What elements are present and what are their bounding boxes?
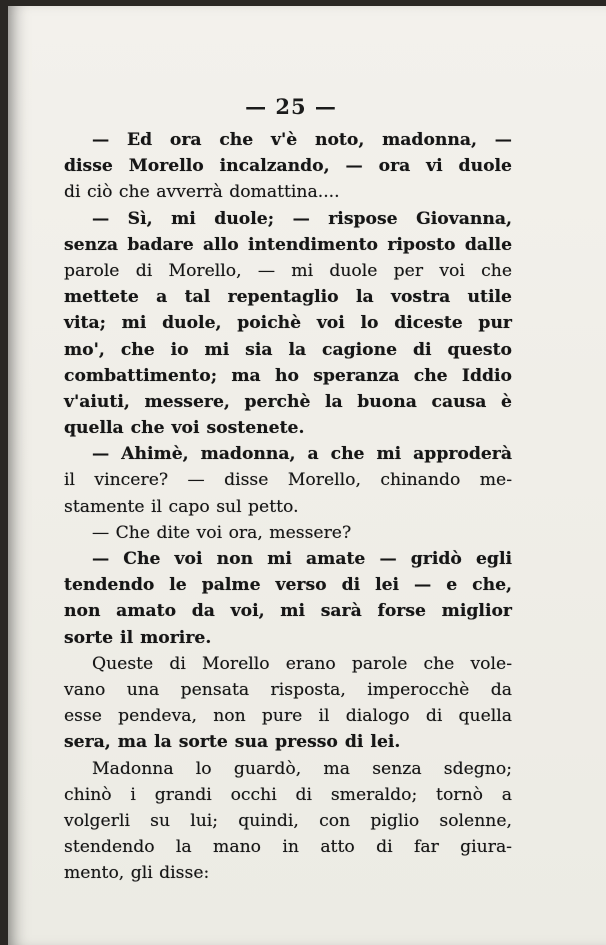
text-line: stendendo la mano in atto di far giura- [64,837,512,858]
text-line: vita; mi duole, poichè voi lo diceste pur [64,313,512,334]
text-line: — Sì, mi duole; — rispose Giovanna, [92,208,512,229]
text-line: volgerli su lui; quindi, con piglio solenne, [64,810,512,831]
text-line: v'aiuti, messere, perchè la buona causa è [64,391,512,412]
text-line: sorte il morire. [64,627,212,648]
text-line: combattimento; ma ho speranza che Iddio [64,365,512,386]
text-line: stamente il capo sul petto. [64,496,299,517]
body-text [64,127,512,886]
text-line: non amato da voi, mi sarà forse miglior [64,601,512,622]
text-line: Madonna lo guardò, ma senza sdegno; [92,758,512,779]
text-line: sera, ma la sorte sua presso di lei. [64,732,401,753]
text-line: — Ed ora che v'è noto, madonna, — [92,130,512,150]
book-page [8,6,606,945]
text-line: tendendo le palme verso di lei — e che, [64,575,512,596]
text-line: senza badare allo intendimento riposto dalle [64,234,512,255]
text-line: disse Morello incalzando, — ora vi duole [64,156,512,177]
text-line: vano una pensata risposta, imperocchè da [64,679,512,700]
text-line: mettete a tal repentaglio la vostra utile [64,287,512,308]
page-number: — 25 — [245,94,337,119]
text-line: mento, gli disse: [64,863,210,884]
text-line: Queste di Morello erano parole che vole- [92,653,512,674]
text-line: chinò i grandi occhi di smeraldo; tornò a [64,784,512,805]
text-line: — Che dite voi ora, messere? [92,522,352,543]
text-line: quella che voi sostenete. [64,418,305,439]
text-line: di ciò che avverrà domattina.... [64,182,340,203]
text-line: — Ahimè, madonna, a che mi approderà [92,444,512,465]
text-line: — Che voi non mi amate — gridò egli [92,549,512,569]
text-line: mo', che io mi sia la cagione di questo [64,339,512,360]
text-line: esse pendeva, non pure il dialogo di quella [64,706,512,727]
text-line: parole di Morello, — mi duole per voi che [64,260,512,281]
text-line: il vincere? — disse Morello, chinando me- [64,470,512,491]
